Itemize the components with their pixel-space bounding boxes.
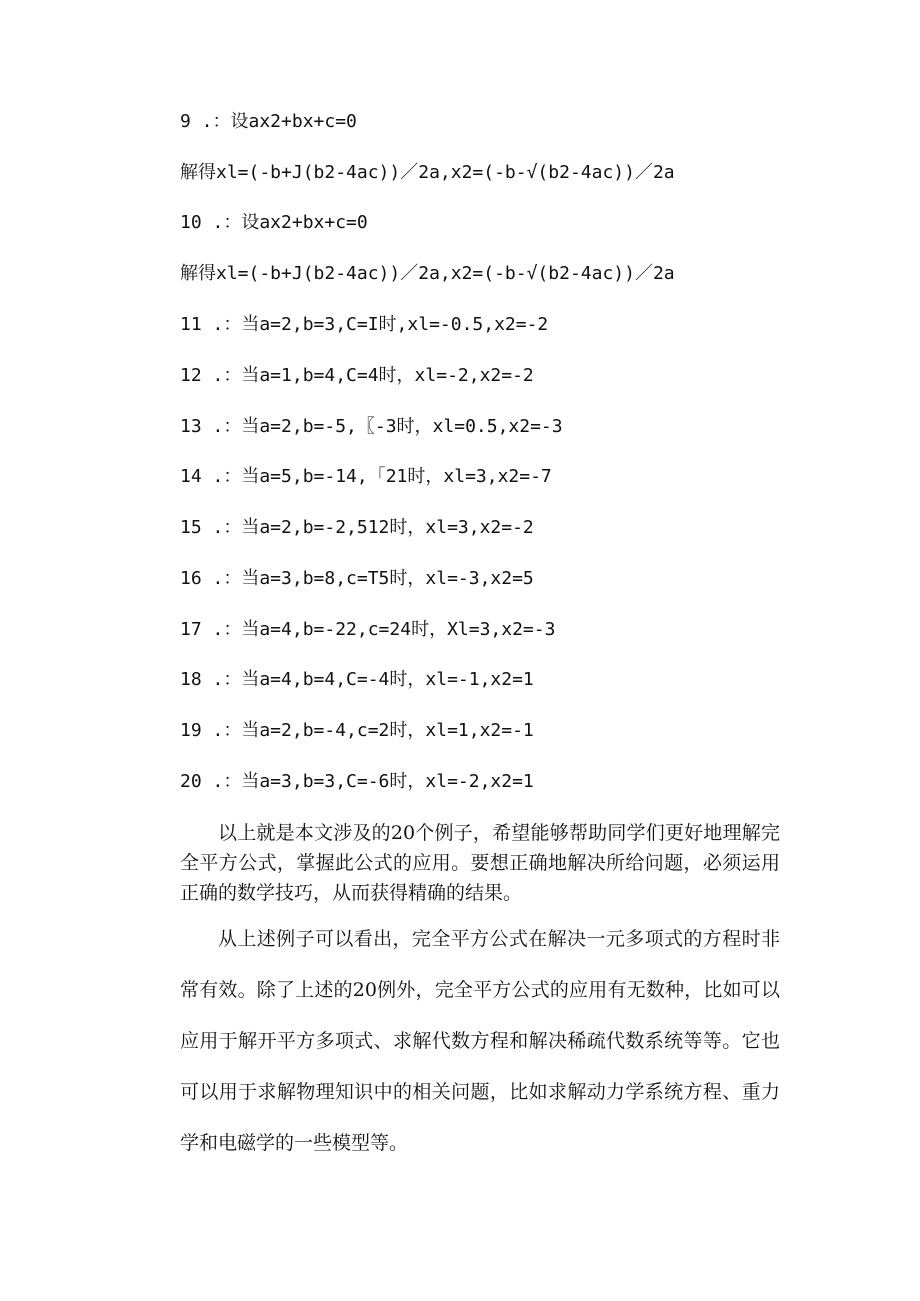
example-line-17: 17 .：当a=4,b=-22,c=24时，Xl=3,x2=-3: [180, 619, 556, 640]
conclusion-paragraph: 从上述例子可以看出，完全平方公式在解决一元多项式的方程时非常有效。除了上述的20例外，完全平方公式的应用有无数种，比如可以应用于解开平方多项式、求解代数方程和解决稀疏代数系统等等。它也可以用于求解物理知识中的相关问题，比如求解动力学系统方程、重力学和电磁学的一些模型等。: [180, 928, 780, 1154]
example-line-10: 10 .：设ax2+bx+c=0: [180, 212, 368, 233]
solution-line-10: 解得xl=(-b+J(b2-4ac))／2a,x2=(-b-√(b2-4ac))／2a: [180, 263, 675, 284]
solution-line-9: 解得xl=(-b+J(b2-4ac))／2a,x2=(-b-√(b2-4ac))／2a: [180, 162, 675, 183]
summary-paragraph: 以上就是本文涉及的20个例子，希望能够帮助同学们更好地理解完全平方公式，掌握此公式的应用。要想正确地解决所给问题，必须运用正确的数学技巧，从而获得精确的结果。: [180, 822, 780, 904]
example-line-11: 11 .：当a=2,b=3,C=I时,xl=-0.5,x2=-2: [180, 314, 549, 335]
example-line-12: 12 .：当a=1,b=4,C=4时，xl=-2,x2=-2: [180, 365, 534, 386]
example-line-15: 15 .：当a=2,b=-2,512时，xl=3,x2=-2: [180, 517, 534, 538]
example-line-20: 20 .：当a=3,b=3,C=-6时，xl=-2,x2=1: [180, 771, 534, 792]
example-line-14: 14 .：当a=5,b=-14,「21时，xl=3,x2=-7: [180, 466, 552, 487]
example-line-18: 18 .：当a=4,b=4,C=-4时，xl=-1,x2=1: [180, 669, 534, 690]
example-line-13: 13 .：当a=2,b=-5,〖-3时，xl=0.5,x2=-3: [180, 416, 563, 437]
example-line-19: 19 .：当a=2,b=-4,c=2时，xl=1,x2=-1: [180, 720, 534, 741]
example-line-9: 9 .：设ax2+bx+c=0: [180, 111, 357, 132]
example-line-16: 16 .：当a=3,b=8,c=T5时，xl=-3,x2=5: [180, 568, 534, 589]
